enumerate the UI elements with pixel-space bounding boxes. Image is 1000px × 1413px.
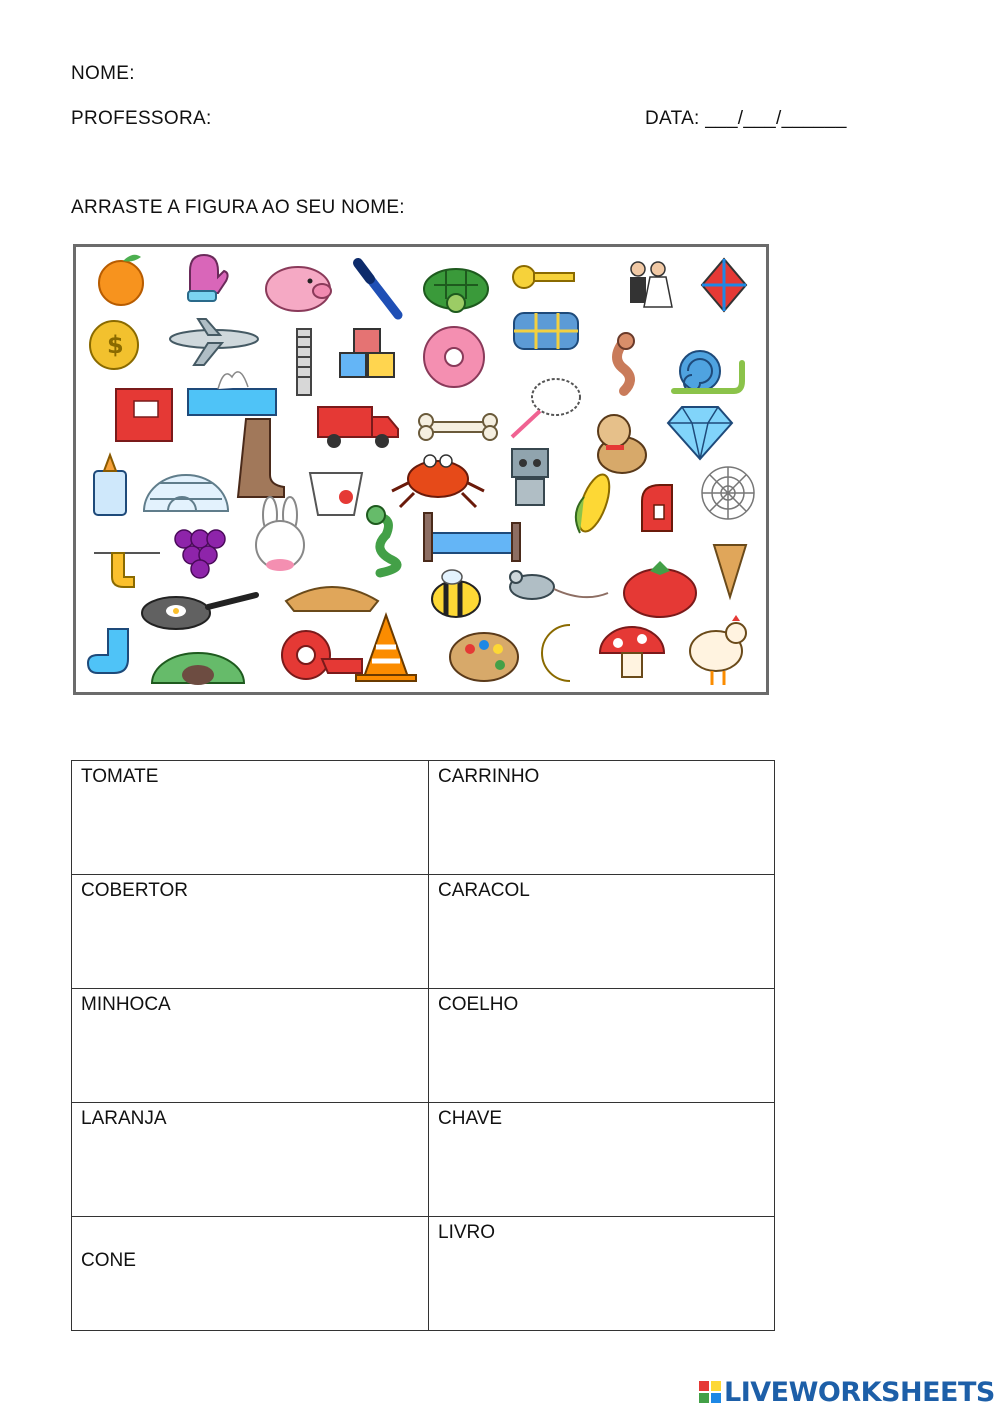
kite-picture[interactable] bbox=[702, 259, 746, 311]
pig-picture[interactable] bbox=[266, 267, 331, 311]
iron-picture[interactable] bbox=[642, 485, 672, 531]
word-label: MINHOCA bbox=[81, 994, 171, 1015]
traffic-cone-picture[interactable] bbox=[356, 615, 416, 681]
worm-picture[interactable] bbox=[617, 333, 634, 391]
frying-pan-picture[interactable] bbox=[142, 595, 256, 629]
snake-picture[interactable] bbox=[367, 506, 397, 573]
table-row bbox=[72, 761, 775, 875]
svg-text:$: $ bbox=[107, 331, 124, 359]
picture-panel bbox=[73, 244, 769, 695]
drop-cell[interactable] bbox=[72, 1217, 429, 1331]
bed-picture[interactable] bbox=[424, 513, 520, 561]
word-label: CARACOL bbox=[438, 880, 530, 901]
drop-cell[interactable] bbox=[72, 761, 429, 875]
mole-picture[interactable] bbox=[152, 653, 244, 685]
glue-picture[interactable] bbox=[94, 455, 126, 515]
sock-on-line-picture[interactable] bbox=[94, 553, 160, 587]
brand-text: LIVEWORKSHEETS bbox=[724, 1376, 995, 1408]
boot-picture[interactable] bbox=[238, 419, 284, 497]
tissue-box-picture[interactable] bbox=[188, 372, 276, 415]
ice-cream-cone-picture[interactable] bbox=[714, 545, 746, 597]
drop-cell[interactable] bbox=[429, 761, 775, 875]
hen-picture[interactable] bbox=[690, 615, 746, 685]
word-label: CHAVE bbox=[438, 1108, 503, 1129]
pie-picture[interactable] bbox=[286, 587, 378, 611]
word-table bbox=[71, 760, 775, 1331]
blanket-picture[interactable] bbox=[514, 313, 578, 349]
diamond-picture[interactable] bbox=[668, 407, 732, 459]
snail-picture[interactable] bbox=[674, 351, 742, 391]
paint-palette-picture[interactable] bbox=[450, 633, 518, 681]
teacher-label: PROFESSORA: bbox=[71, 108, 212, 129]
dog-picture[interactable] bbox=[598, 415, 646, 473]
book-picture[interactable] bbox=[116, 389, 172, 441]
table-row bbox=[72, 1217, 775, 1331]
bone-picture[interactable] bbox=[419, 414, 497, 440]
word-label: TOMATE bbox=[81, 766, 159, 787]
drop-cell[interactable] bbox=[429, 989, 775, 1103]
toy-truck-picture[interactable] bbox=[318, 407, 398, 448]
word-label: CARRINHO bbox=[438, 766, 540, 787]
yogurt-picture[interactable] bbox=[310, 473, 362, 515]
butterfly-net-picture[interactable] bbox=[512, 379, 580, 437]
zipper-picture[interactable] bbox=[297, 329, 311, 395]
drop-cell[interactable] bbox=[429, 875, 775, 989]
bride-groom-picture[interactable] bbox=[630, 262, 672, 307]
spider-web-picture[interactable] bbox=[702, 467, 754, 519]
pen-picture[interactable] bbox=[358, 263, 398, 315]
liveworksheets-icon bbox=[698, 1380, 722, 1404]
airplane-picture[interactable] bbox=[170, 319, 258, 365]
tape-picture[interactable] bbox=[282, 631, 362, 679]
date-label: DATA: ___/___/______ bbox=[645, 108, 847, 129]
blocks-picture[interactable] bbox=[340, 329, 394, 377]
mitten-picture[interactable] bbox=[188, 255, 228, 301]
turtle-picture[interactable] bbox=[424, 269, 488, 312]
crab-picture[interactable] bbox=[392, 455, 484, 507]
key-picture[interactable] bbox=[513, 266, 574, 288]
corn-picture[interactable] bbox=[572, 471, 615, 536]
drop-cell[interactable] bbox=[72, 875, 429, 989]
bee-picture[interactable] bbox=[432, 570, 480, 617]
table-row bbox=[72, 989, 775, 1103]
moon-picture[interactable] bbox=[542, 625, 570, 681]
word-label: LIVRO bbox=[438, 1222, 496, 1243]
drop-cell[interactable] bbox=[72, 989, 429, 1103]
tomato-picture[interactable] bbox=[624, 561, 696, 617]
table-row bbox=[72, 1103, 775, 1217]
word-label: LARANJA bbox=[81, 1108, 167, 1129]
drop-cell[interactable] bbox=[429, 1217, 775, 1331]
orange-picture[interactable] bbox=[99, 255, 143, 305]
word-label: COELHO bbox=[438, 994, 519, 1015]
igloo-picture[interactable] bbox=[144, 475, 228, 511]
mushroom-picture[interactable] bbox=[600, 627, 664, 677]
coin-picture[interactable] bbox=[90, 321, 138, 369]
rabbit-picture[interactable] bbox=[256, 497, 304, 571]
word-label: CONE bbox=[81, 1250, 136, 1271]
donut-picture[interactable] bbox=[424, 327, 484, 387]
drop-cell[interactable] bbox=[72, 1103, 429, 1217]
instruction-text: ARRASTE A FIGURA AO SEU NOME: bbox=[71, 197, 405, 218]
table-row bbox=[72, 875, 775, 989]
mouse-picture[interactable] bbox=[510, 571, 608, 599]
liveworksheets-logo bbox=[698, 1376, 995, 1408]
sock-picture[interactable] bbox=[88, 629, 128, 673]
grapes-picture[interactable] bbox=[175, 530, 225, 578]
name-label: NOME: bbox=[71, 63, 135, 84]
word-label: COBERTOR bbox=[81, 880, 188, 901]
robot-picture[interactable] bbox=[512, 449, 548, 505]
drop-cell[interactable] bbox=[429, 1103, 775, 1217]
